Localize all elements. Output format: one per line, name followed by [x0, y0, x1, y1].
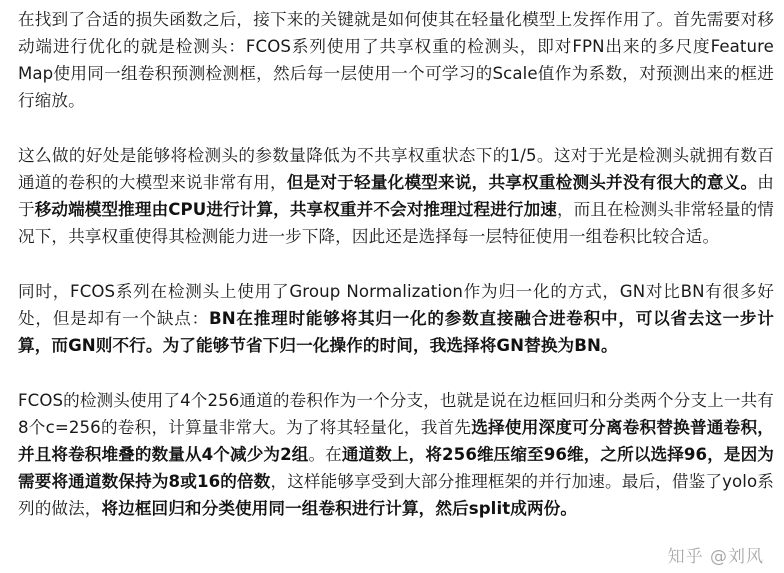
paragraph-3-bold-1: BN在推理时能够将其归一化的参数直接融合进卷积中，可以省去这一步计算，而GN则不行。为了能够节省下归一化操作的时间，我选择将GN替换为BN。	[18, 309, 774, 355]
paragraph-2-text-2: 由于	[18, 173, 774, 219]
paragraph-1	[18, 6, 774, 114]
paragraph-4-bold-1: 选择使用深度可分离卷积替换普通卷积，并且将卷积堆叠的数量从4个减少为2组	[18, 418, 774, 464]
paragraph-4	[18, 387, 774, 522]
paragraph-4-text-2: 。在	[308, 445, 342, 464]
paragraph-2-bold-1: 但是对于轻量化模型来说，共享权重检测头并没有很大的意义。	[286, 173, 758, 192]
article-body	[18, 6, 774, 550]
paragraph-4-text-1: FCOS的检测头使用了4个256通道的卷积作为一个分支，也就是说在边框回归和分类两个分支上一共有8个c=256的卷积，计算量非常大。为了将其轻量化，我首先	[18, 391, 774, 437]
paragraph-4-bold-3: 将边框回归和分类使用同一组卷积进行计算，然后split成两份。	[101, 499, 578, 518]
paragraph-1-text: 在找到了合适的损失函数之后，接下来的关键就是如何使其在轻量化模型上发挥作用了。首先需要对移动端进行优化的就是检测头：FCOS系列使用了共享权重的检测头，即对FPN出来的多尺度Feature Map使用同一组卷积预测检测框，然后每一层使用一个可学习的Scale值作为系数，对预测出来的框进行缩放。	[18, 10, 774, 110]
paragraph-3	[18, 278, 774, 359]
paragraph-2	[18, 142, 774, 250]
paragraph-4-bold-2: 通道数上，将256维压缩至96维，之所以选择96，是因为需要将通道数保持为8或16的倍数	[18, 445, 774, 491]
paragraph-2-bold-2: 移动端模型推理由CPU进行计算，共享权重并不会对推理过程进行加速	[34, 200, 557, 219]
paragraph-2-text-1: 这么做的好处是能够将检测头的参数量降低为不共享权重状态下的1/5。这对于光是检测头就拥有数百通道的卷积的大模型来说非常有用，	[18, 146, 774, 192]
paragraph-2-text-3: ，而且在检测头非常轻量的情况下，共享权重使得其检测能力进一步下降，因此还是选择每一层特征使用一组卷积比较合适。	[18, 200, 774, 246]
paragraph-3-text-1: 同时，FCOS系列在检测头上使用了Group Normalization作为归一化的方式，GN对比BN有很多好处，但是却有一个缺点：	[18, 282, 774, 328]
watermark: 知乎 @刘风	[667, 547, 764, 567]
paragraph-4-text-3: ，这样能够享受到大部分推理框架的并行加速。最后，借鉴了yolo系列的做法，	[18, 472, 774, 518]
